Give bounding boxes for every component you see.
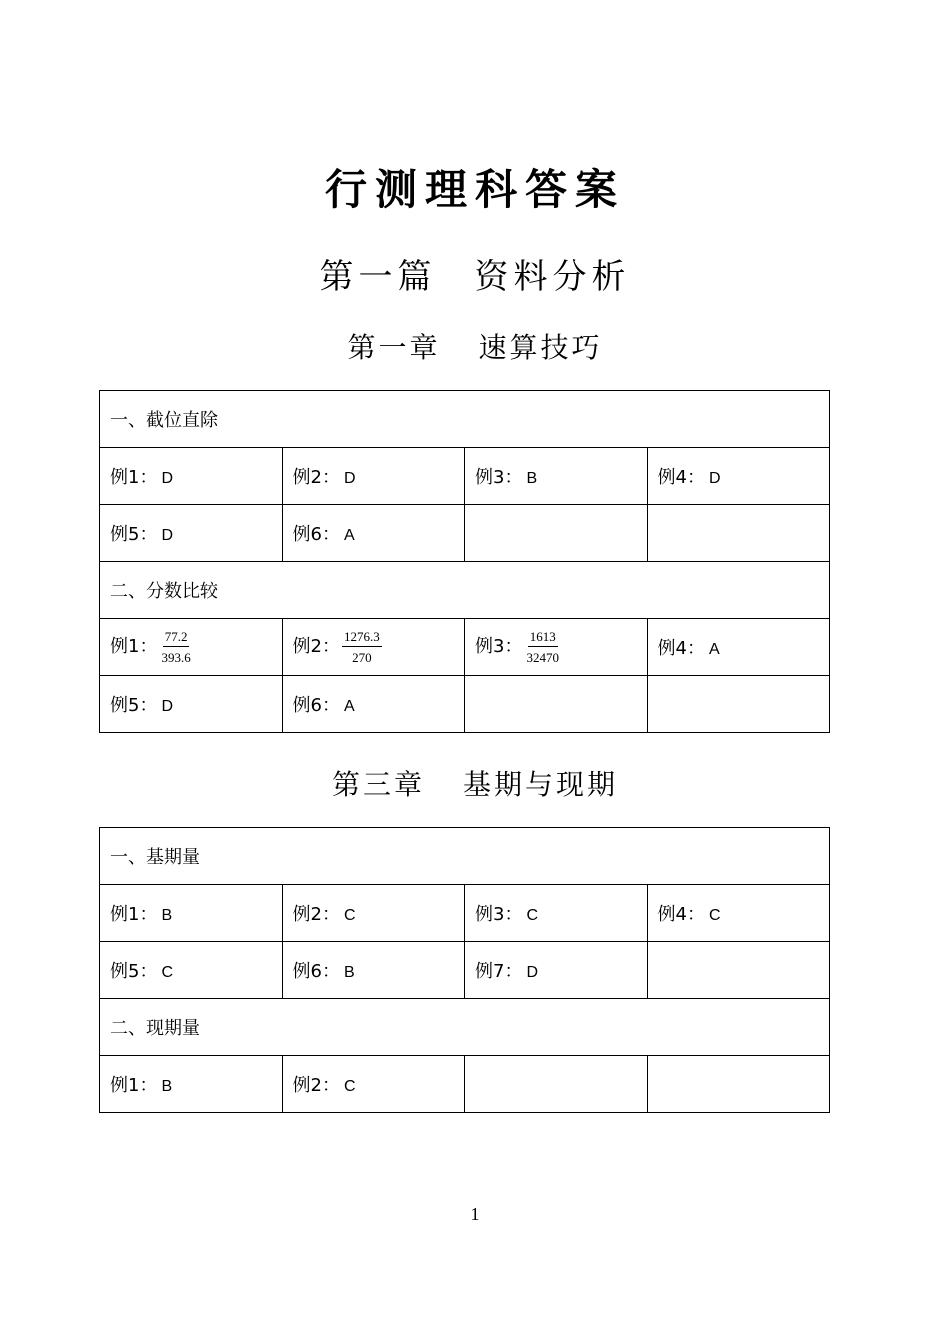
answer-cell [282,1056,465,1113]
answer-cell [282,505,465,562]
section-header: 二、分数比较 [100,562,830,619]
example-label: 例5 [110,695,140,716]
answer-value: C [343,1078,356,1095]
answer-cell [100,942,283,999]
empty-cell [465,505,648,562]
page-number: 1 [470,1204,480,1224]
example-label: 例7 [475,961,505,982]
chapter-3-answer-table [99,827,830,1113]
example-label: 例1 [110,636,140,657]
part-name: 第一篇 [319,257,437,297]
answer-value: B [161,1078,173,1095]
example-label: 例2 [292,904,322,925]
answer-cell [465,885,648,942]
table-row [100,885,830,942]
example-label: 例6 [292,524,322,545]
answer-cell [100,505,283,562]
answer-cell [100,676,283,733]
answer-value: C [343,907,356,924]
empty-cell [465,676,648,733]
example-label: 例6 [292,695,322,716]
fraction-numerator: 1613 [528,628,558,647]
colon: ： [139,1075,158,1096]
answer-cell [465,448,648,505]
table-row [100,1056,830,1113]
answer-cell [282,676,465,733]
section-header-row [100,562,830,619]
answer-cell [465,942,648,999]
colon: ： [686,638,705,659]
example-label: 例2 [292,636,322,657]
colon: ： [139,467,158,488]
answer-cell [100,885,283,942]
colon: ： [139,524,158,545]
answer-value: D [343,470,356,487]
colon: ： [321,904,340,925]
section-header-row [100,999,830,1056]
colon: ： [321,467,340,488]
answer-value: C [708,907,721,924]
fraction-denominator: 270 [352,650,372,665]
chapter-3-heading [0,763,950,807]
colon: ： [504,467,523,488]
chapter-1-name: 第一章 [347,331,441,364]
example-label: 例5 [110,524,140,545]
answer-cell [282,942,465,999]
section-header: 一、基期量 [100,828,830,885]
table-row [100,505,830,562]
colon: ： [321,524,340,545]
colon: ： [139,904,158,925]
answer-value: A [343,527,355,544]
example-label: 例4 [657,467,687,488]
empty-cell [647,676,830,733]
example-label: 例1 [110,467,140,488]
example-label: 例2 [292,467,322,488]
answer-cell [282,619,465,676]
fraction [159,628,192,666]
answer-cell [647,448,830,505]
chapter-1-topic: 速算技巧 [478,331,603,364]
example-label: 例3 [475,636,505,657]
answer-value: D [161,698,174,715]
section-header-row [100,391,830,448]
answer-cell [647,885,830,942]
colon: ： [321,1075,340,1096]
fraction [342,628,382,666]
colon: ： [504,904,523,925]
empty-cell [465,1056,648,1113]
answer-value: C [161,964,174,981]
colon: ： [139,695,158,716]
section-header-row [100,828,830,885]
colon: ： [139,961,158,982]
example-label: 例5 [110,961,140,982]
answer-value: B [526,470,538,487]
fraction-numerator: 77.2 [163,628,190,647]
colon: ： [321,695,340,716]
chapter-1-answer-table [99,390,830,733]
answer-value: B [343,964,355,981]
colon: ： [139,636,158,657]
colon: ： [321,961,340,982]
section-header: 一、截位直除 [100,391,830,448]
example-label: 例4 [657,638,687,659]
answer-value: D [161,470,174,487]
chapter-3-topic: 基期与现期 [463,768,619,801]
answer-cell [100,448,283,505]
empty-cell [647,505,830,562]
chapter-1-heading [0,326,950,370]
fraction-denominator: 32470 [526,650,559,665]
empty-cell [647,942,830,999]
example-label: 例2 [292,1075,322,1096]
example-label: 例6 [292,961,322,982]
colon: ： [686,904,705,925]
table-row [100,619,830,676]
part-heading [0,250,950,304]
fraction-denominator: 393.6 [161,650,191,665]
colon: ： [504,961,523,982]
answer-value: D [708,470,721,487]
table-row [100,448,830,505]
answer-value: A [708,641,720,658]
fraction [524,628,561,666]
part-topic: 资料分析 [474,257,631,297]
answer-cell [282,885,465,942]
answer-cell [647,619,830,676]
table-row [100,942,830,999]
answer-cell [100,619,283,676]
example-label: 例3 [475,904,505,925]
answer-cell [100,1056,283,1113]
answer-value: D [526,964,539,981]
answer-value: D [161,527,174,544]
table-row [100,676,830,733]
answer-cell [282,448,465,505]
empty-cell [647,1056,830,1113]
example-label: 例4 [657,904,687,925]
chapter-3-name: 第三章 [331,768,425,801]
answer-value: B [161,907,173,924]
fraction-numerator: 1276.3 [342,628,382,647]
example-label: 例3 [475,467,505,488]
answer-value: A [343,698,355,715]
example-label: 例1 [110,904,140,925]
colon: ： [504,636,523,657]
document-title: 行测理科答案 [324,165,625,214]
answer-cell [465,619,648,676]
answer-value: C [526,907,539,924]
example-label: 例1 [110,1075,140,1096]
colon: ： [321,636,340,657]
colon: ： [686,467,705,488]
section-header: 二、现期量 [100,999,830,1056]
